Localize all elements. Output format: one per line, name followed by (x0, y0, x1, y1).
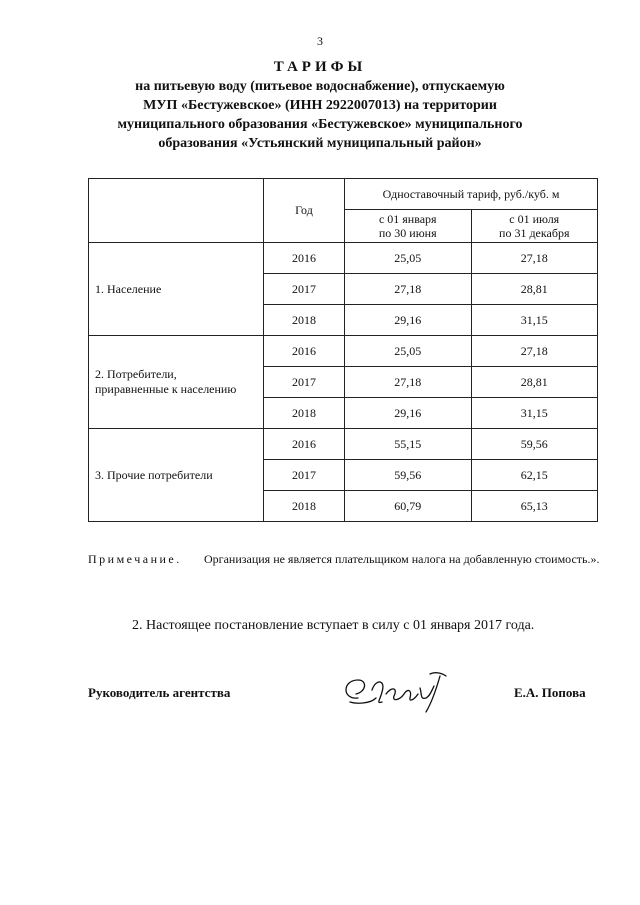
category-cell (89, 243, 264, 336)
table-row (89, 243, 598, 274)
year-cell: 2018 (264, 398, 345, 429)
category-label: 1. Население (95, 281, 162, 296)
category-cell (89, 429, 264, 522)
tariffs-table (88, 178, 598, 522)
year-cell: 2017 (264, 367, 345, 398)
title-main: ТАРИФЫ (273, 59, 367, 75)
tariff-value-first-half: 29,16 (345, 398, 472, 429)
tariff-value-second-half: 59,56 (471, 429, 598, 460)
title-line: МУП «Бестужевское» (ИНН 2922007013) на территории (143, 98, 497, 113)
year-cell: 2017 (264, 274, 345, 305)
tariff-value-second-half: 28,81 (471, 274, 598, 305)
header-blank-cell (89, 179, 264, 243)
year-cell: 2016 (264, 336, 345, 367)
tariff-value-first-half: 25,05 (345, 243, 472, 274)
tariff-value-second-half: 65,13 (471, 491, 598, 522)
table-header-row (89, 179, 598, 210)
title-line: образования «Устьянский муниципальный район» (158, 136, 482, 151)
tariff-value-first-half: 55,15 (345, 429, 472, 460)
tariff-value-first-half: 27,18 (345, 367, 472, 398)
tariff-value-first-half: 25,05 (345, 336, 472, 367)
year-cell: 2016 (264, 243, 345, 274)
effective-date-clause: 2. Настоящее постановление вступает в силу с 01 января 2017 года. (132, 618, 535, 633)
header-tariff: Одноставочный тариф, руб./куб. м (345, 179, 598, 210)
header-period-first-half-text: с 01 января по 30 июня (378, 212, 437, 240)
tariff-value-second-half: 31,15 (471, 305, 598, 336)
year-cell: 2018 (264, 305, 345, 336)
category-label: 2. Потребители, приравненные к населению (95, 367, 237, 396)
tariff-value-first-half: 27,18 (345, 274, 472, 305)
document-title (0, 58, 640, 153)
tariff-value-first-half: 59,56 (345, 460, 472, 491)
note-label: Примечание. (88, 552, 182, 566)
tariff-value-second-half: 27,18 (471, 243, 598, 274)
signatory-name: Е.А. Попова (514, 685, 586, 700)
tariff-value-first-half: 60,79 (345, 491, 472, 522)
year-cell: 2016 (264, 429, 345, 460)
tariff-value-second-half: 27,18 (471, 336, 598, 367)
header-year: Год (264, 179, 345, 243)
tariff-value-first-half: 29,16 (345, 305, 472, 336)
title-line: муниципального образования «Бестужевское» муниципального (117, 117, 523, 132)
category-cell (89, 336, 264, 429)
tariff-value-second-half: 28,81 (471, 367, 598, 398)
tariff-value-second-half: 31,15 (471, 398, 598, 429)
year-cell: 2018 (264, 491, 345, 522)
table-row (89, 429, 598, 460)
header-period-second-half (471, 210, 598, 243)
table-row (89, 336, 598, 367)
title-line: на питьевую воду (питьевое водоснабжение), отпускаемую (135, 79, 505, 94)
note (88, 551, 600, 567)
year-cell: 2017 (264, 460, 345, 491)
tariff-value-second-half: 62,15 (471, 460, 598, 491)
page-number: 3 (317, 34, 323, 48)
header-period-first-half (345, 210, 472, 243)
handwritten-signature (336, 668, 466, 718)
header-period-second-half-text: с 01 июля по 31 декабря (499, 212, 570, 240)
category-label: 3. Прочие потребители (95, 467, 213, 482)
signatory-title: Руководитель агентства (88, 685, 231, 700)
note-text: Организация не является плательщиком налога на добавленную стоимость.». (204, 552, 600, 566)
